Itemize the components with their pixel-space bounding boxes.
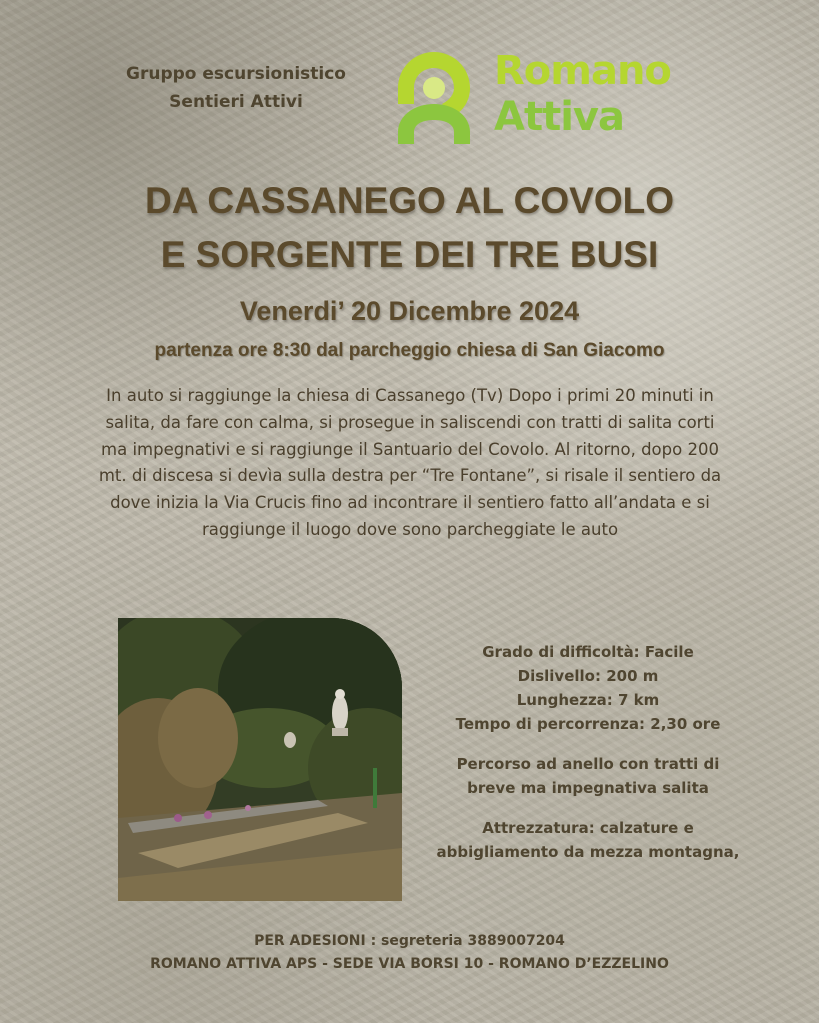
logo-word-attiva: Attiva: [494, 94, 624, 140]
equipment-line-2: abbigliamento da mezza montagna,: [436, 843, 740, 861]
route-type-line-2: breve ma impegnativa salita: [467, 779, 709, 797]
event-title-line-2: E SORGENTE DEI TRE BUSI: [160, 234, 659, 275]
romano-attiva-logo: [392, 48, 732, 148]
details-spacer: [420, 800, 756, 816]
walking-time: Tempo di percorrenza: 2,30 ore: [455, 715, 721, 733]
details-spacer: [420, 736, 756, 752]
sanctuary-photo-illustration: [118, 618, 402, 901]
hike-details: [420, 640, 756, 864]
route-description: In auto si raggiunge la chiesa di Cassanego (Tv) Dopo i primi 20 minuti in salita, da fare con calma, si prosegue in saliscendi con tratti di salita corti ma impegnativi e si raggiunge il Santuario del Covolo. Al ritorno, dopo 200 mt. di discesa si devìa sulla destra per “Tre Fontane”, si risale il sentiero da dove inizia la Via Crucis fino ad incontrare il sentiero fatto all’andata e si raggiunge il luogo dove sono parcheggiate le auto: [98, 386, 722, 539]
equipment-line-1: Attrezzatura: calzature e: [482, 819, 694, 837]
event-date: Venerdi’ 20 Dicembre 2024: [239, 296, 580, 326]
route-length: Lunghezza: 7 km: [516, 691, 660, 709]
sanctuary-photo: [118, 618, 402, 901]
romano-attiva-logo-icon: [392, 48, 476, 144]
logo-word-romano: Romano: [494, 48, 671, 94]
elevation-gain: Dislivello: 200 m: [517, 667, 659, 685]
departure-info: partenza ore 8:30 dal parcheggio chiesa di San Giacomo: [154, 340, 665, 361]
association-address: ROMANO ATTIVA APS - SEDE VIA BORSI 10 - ROMANO D’EZZELINO: [150, 956, 669, 972]
event-title-line-1: DA CASSANEGO AL COVOLO: [144, 180, 674, 221]
group-name-line-2: Sentieri Attivi: [169, 92, 303, 112]
registration-contact: PER ADESIONI : segreteria 3889007204: [254, 933, 565, 949]
hiking-group-name: [96, 60, 376, 116]
group-name-line-1: Gruppo escursionistico: [126, 64, 346, 84]
route-type-line-1: Percorso ad anello con tratti di: [456, 755, 720, 773]
difficulty-level: Grado di difficoltà: Facile: [482, 643, 694, 661]
